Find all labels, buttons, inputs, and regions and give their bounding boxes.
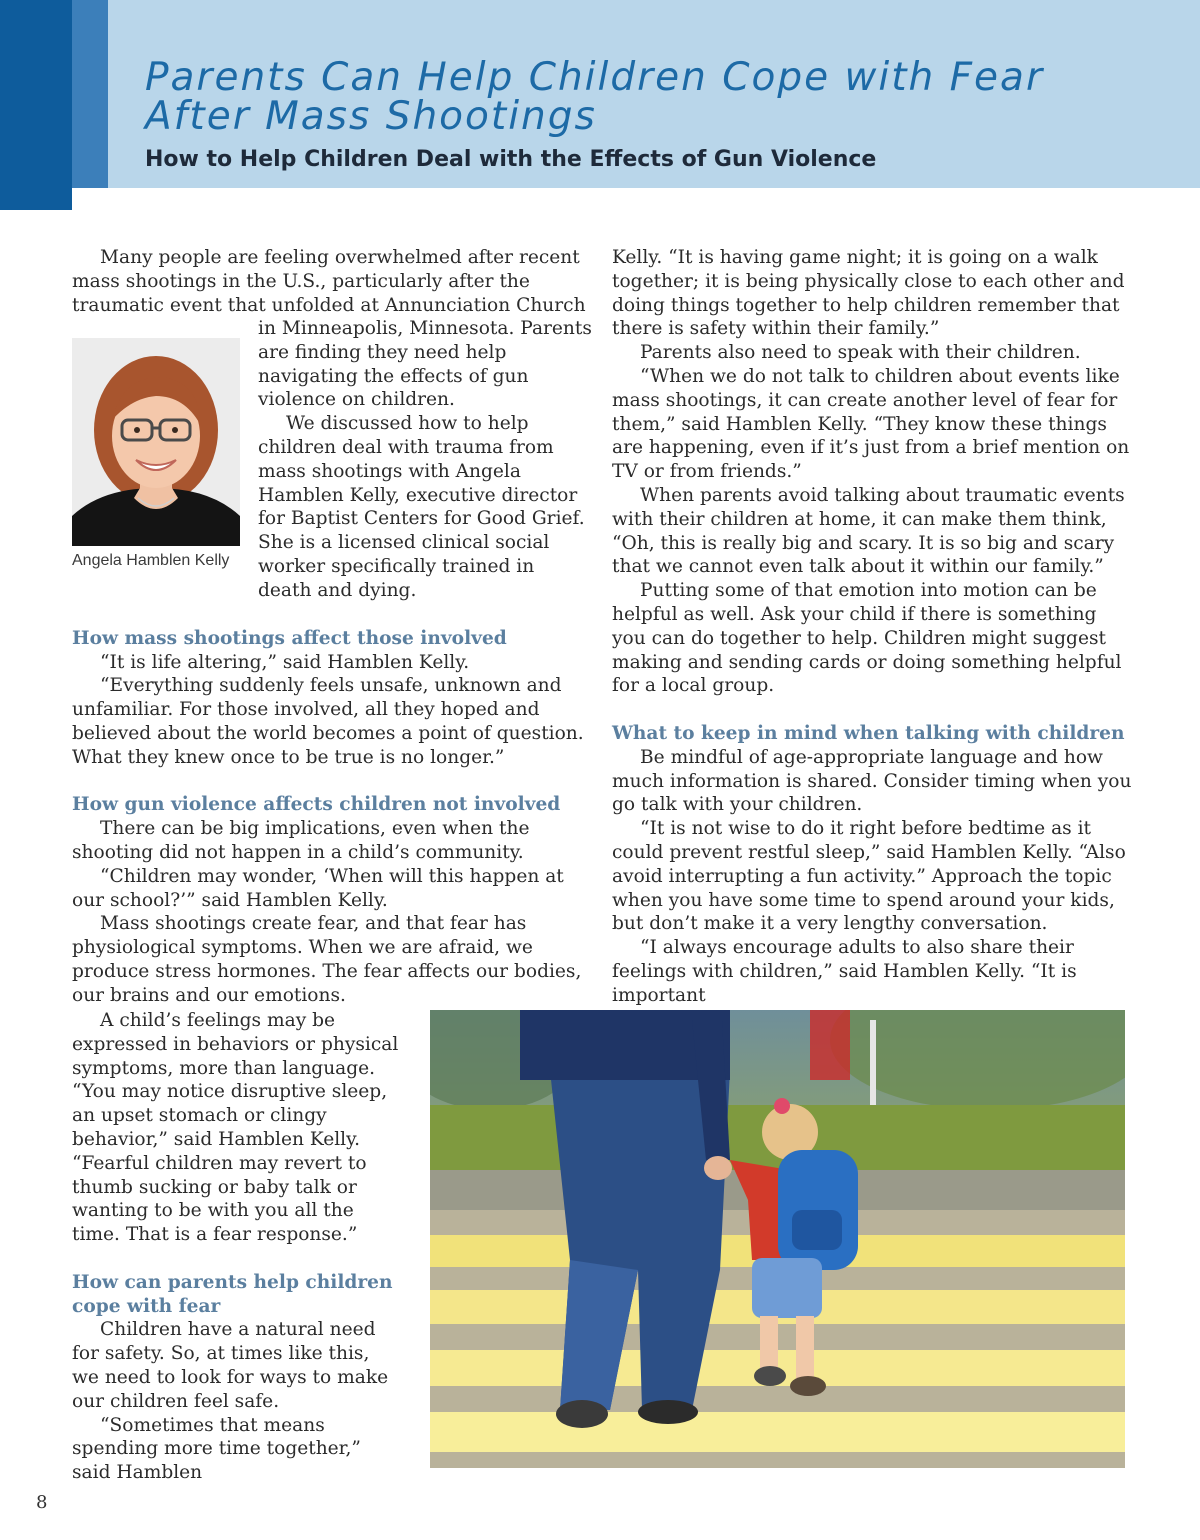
section2-paragraph-4: A child’s feelings may be expressed in behaviors or physical symptoms, more than language. “You may notice disruptive sleep, an upset stomach or clingy behavior,” said Hamblen Kelly. “Fearful children may revert to thumb sucking or baby talk or wanting to be with you all the time. That is a fear response.” [72,1010,399,1246]
section2-paragraph-3: Mass shootings create fear, and that fear has physiological symptoms. When we are afraid, we produce stress hormones. The fear affects our bodies, our brains and our emotions. [72,913,582,1006]
intro-paragraph-2: We discussed how to help children deal with trauma from mass shootings with Angela Hamblen Kelly, executive director for Baptist Centers for Good Grief. She is a licensed clinical social worker specifically trained in death and dying. [258,413,585,601]
portrait-caption: Angela Hamblen Kelly [72,552,230,569]
col2-section-paragraph-1: Be mindful of age-appropriate language and how much information is shared. Consider timing when you go talk with your children. [612,746,1132,816]
col2-paragraph-1: Kelly. “It is having game night; it is going on a walk together; it is being physically close to each other and doing things together to help children remember that there is safety within their family.” [612,247,1125,340]
section-heading-keep-in-mind: What to keep in mind when talking with children [612,722,1125,744]
intro-text-side [258,317,592,603]
intro-paragraph-1-continued: in Minneapolis, Minnesota. Parents are finding they need help navigating the effects of gun violence on children. [258,318,592,411]
col2-paragraph-3: “When we do not talk to children about events like mass shootings, it can create another level of fear for them,” said Hamblen Kelly. “They know these things are happening, even if it’s just from a brief mention on TV or from friends.” [612,365,1130,483]
article-title: Parents Can Help Children Cope with Fear After Mass Shootings [145,55,1044,139]
header-accent-bar-dark [0,0,72,210]
portrait-illustration [72,338,240,546]
section-heading-children-not-involved: How gun violence affects children not involved [72,794,561,816]
section3-paragraph-2: “Sometimes that means spending more time together,” said Hamblen [72,1414,361,1484]
section3-paragraph-1: Children have a natural need for safety. So, at times like this, we need to look for ways to make our children feel safe. [72,1319,389,1412]
page-number: 8 [36,1492,48,1513]
article-subtitle: How to Help Children Deal with the Effects of Gun Violence [145,147,877,172]
intro-paragraph-1: Many people are feeling overwhelmed after recent mass shootings in the U.S., particularly after the traumatic event that unfolded at Annunciation Church [72,247,586,316]
section-heading-help-cope: How can parents help children cope with fear [72,1271,393,1317]
crosswalk-photo [430,1010,1125,1468]
portrait-photo [72,338,240,546]
col2-section-paragraph-3: “I always encourage adults to also share their feelings with children,” said Hamblen Kelly. “It is important [612,937,1077,1006]
crosswalk-illustration [430,1010,1125,1468]
col2-paragraph-2: Parents also need to speak with their children. [640,342,1081,364]
section-heading-affect-involved: How mass shootings affect those involved [72,627,507,649]
intro-text-top [72,246,592,317]
section1-paragraph-2: “Everything suddenly feels unsafe, unknown and unfamiliar. For those involved, all they hoped and believed about the world becomes a point of question. What they knew once to be true is no longer.” [72,675,584,768]
col2-text [612,246,1134,1008]
section1-paragraph-1: “It is life altering,” said Hamblen Kelly. [100,651,470,673]
section2-paragraph-2: “Children may wonder, ‘When will this happen at our school?’” said Hamblen Kelly. [72,865,564,911]
col1-sections [72,603,592,1008]
col2-paragraph-4: When parents avoid talking about traumatic events with their children at home, it can make them think, “Oh, this is really big and scary. It is so big and scary that we cannot even talk about it within our family.” [612,484,1125,578]
col2-paragraph-5: Putting some of that emotion into motion can be helpful as well. Ask your child if there is something you can do together to help. Children might suggest making and sending cards or doing something helpful for a local group. [612,580,1122,697]
section2-paragraph-1: There can be big implications, even when the shooting did not happen in a child’s community. [72,818,530,863]
col2-section-paragraph-2: “It is not wise to do it right before bedtime as it could prevent restful sleep,” said Hamblen Kelly. “Also avoid interrupting a fun activity.” Approach the topic when you have some time to spend around your kids, but don’t make it a very lengthy conversation. [612,818,1126,935]
col1-sections-narrow [72,1009,402,1485]
header-accent-bar-light [72,0,108,188]
